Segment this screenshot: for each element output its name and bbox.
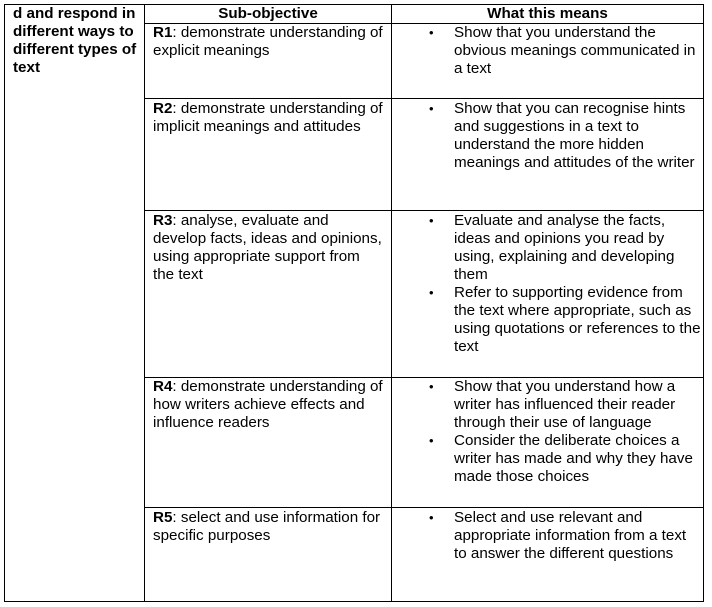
- list-item: • Consider the deliberate choices a writer has made and why they have made those choices: [397, 432, 703, 486]
- table-border-bottom: [4, 601, 704, 602]
- objective-text: : demonstrate understanding of implicit meanings and attitudes: [153, 100, 383, 135]
- list-item: • Evaluate and analyse the facts, ideas and opinions you read by using, explaining and developing them: [397, 212, 703, 284]
- sub-objective-r3: [153, 212, 385, 284]
- list-item: • Refer to supporting evidence from the text where appropriate, such as using quotations or references to the text: [397, 284, 703, 356]
- objective-text: : select and use information for specific purposes: [153, 509, 381, 544]
- objective-code: R1: [153, 24, 173, 41]
- table-column-divider-1: [144, 4, 145, 602]
- list-item: • Show that you can recognise hints and suggestions in a text to understand the more hidden meanings and attitudes of the writer: [397, 100, 703, 172]
- header-what-this-means: What this means: [487, 5, 608, 22]
- meaning-list-r5: [397, 509, 703, 563]
- sub-objective-r2: [153, 100, 389, 136]
- sub-objective-r4: [153, 378, 389, 432]
- list-item: • Show that you understand the obvious meanings communicated in a text: [397, 24, 703, 78]
- table-column-divider-2: [391, 4, 392, 602]
- sub-objective-r1: [153, 24, 389, 60]
- objective-code: R2: [153, 100, 173, 117]
- table-border-left: [4, 4, 5, 602]
- list-item: • Show that you understand how a writer has influenced their reader through their use of language: [397, 378, 703, 432]
- row-divider-2: [144, 210, 704, 211]
- meaning-list-r2: [397, 100, 703, 172]
- objective-text: : demonstrate understanding of how writers achieve effects and influence readers: [153, 378, 383, 431]
- row-divider-1: [144, 98, 704, 99]
- meaning-list-r3: [397, 212, 703, 356]
- objective-text: : demonstrate understanding of explicit meanings: [153, 24, 383, 59]
- objective-cell: d and respond in different ways to different types of text: [13, 5, 137, 76]
- list-item: • Select and use relevant and appropriate information from a text to answer the different questions: [397, 509, 703, 563]
- objective-text: : analyse, evaluate and develop facts, ideas and opinions, using appropriate support from the text: [153, 212, 382, 283]
- header-sub-objective: Sub-objective: [218, 5, 318, 22]
- table-border-right: [703, 4, 704, 602]
- row-divider-4: [144, 507, 704, 508]
- objective-code: R4: [153, 378, 173, 395]
- meaning-list-r1: [397, 24, 703, 78]
- sub-objective-r5: [153, 509, 389, 545]
- meaning-list-r4: [397, 378, 703, 486]
- objective-code: R3: [153, 212, 173, 229]
- objective-code: R5: [153, 509, 173, 526]
